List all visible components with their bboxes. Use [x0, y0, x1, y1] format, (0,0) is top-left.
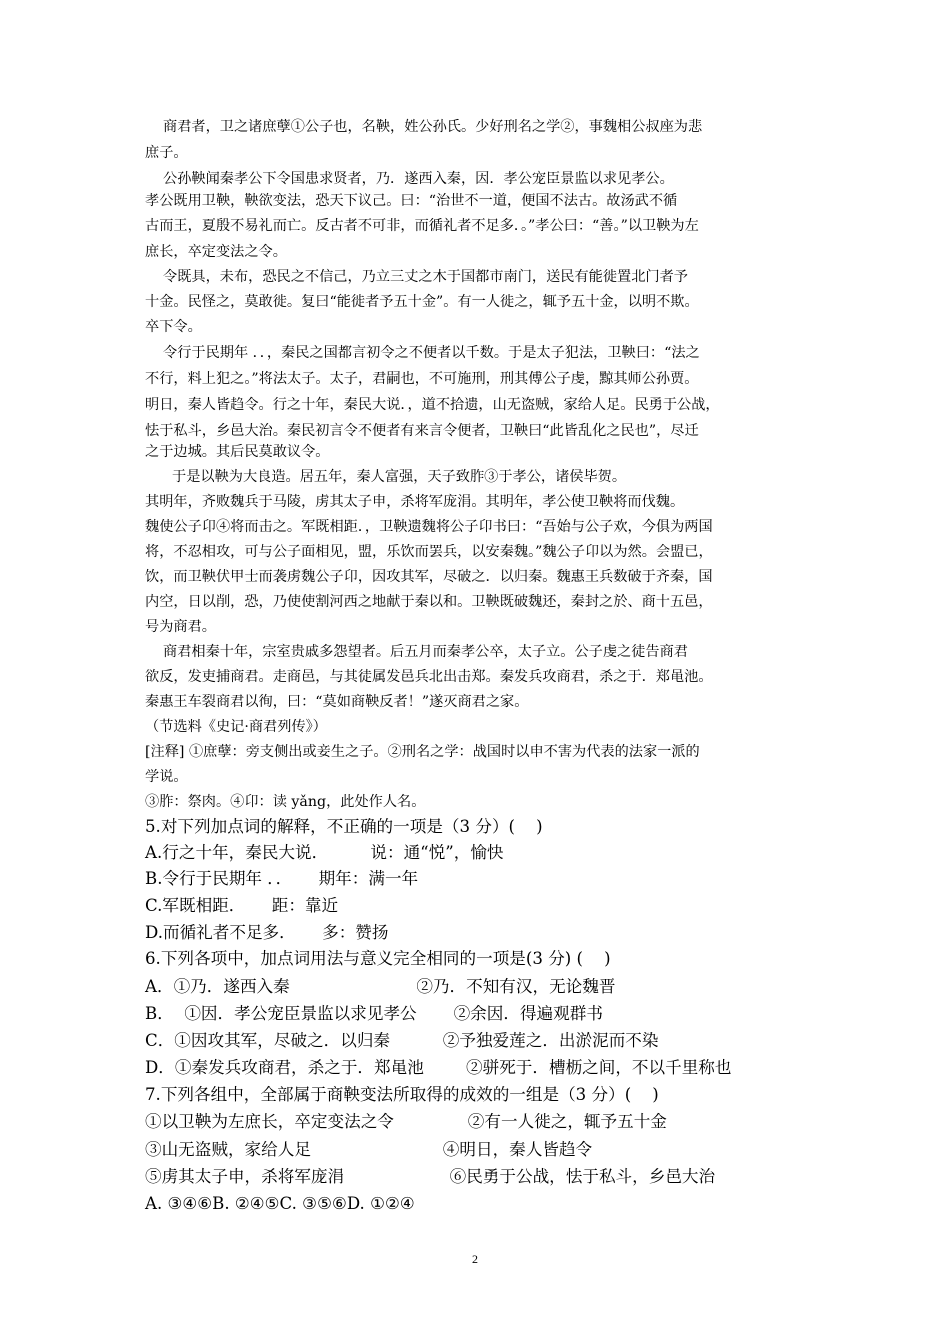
passage-line: 古而王，夏殷不易礼而亡。反古者不可非，而循礼者不足多．。”孝公曰：“善。”以卫鞅为左: [145, 218, 699, 234]
passage-line: 庶长，卒定变法之令。: [145, 244, 287, 260]
question-6-option-d: D．①秦发兵攻商君，杀之于．郑黾池 ②骈死于．槽枥之间，不以千里称也: [145, 1058, 732, 1077]
question-5-option-c: C.军既相距． 距：靠近: [145, 896, 339, 915]
page-number: 2: [472, 1252, 478, 1266]
passage-line: 其明年，齐败魏兵于马陵，虏其太子申，杀将军庞涓。其明年，孝公使卫鞅将而伐魏。: [145, 494, 685, 510]
question-7-item-row: ⑤虏其太子申，杀将军庞涓 ⑥民勇于公战，怯于私斗，乡邑大治: [145, 1167, 716, 1186]
passage-line: 孝公既用卫鞅，鞅欲变法，恐天下议己。曰：“治世不一道，便国不法古。故汤武不循: [145, 193, 678, 209]
passage-line: 不行，料上犯之。”将法太子。太子，君嗣也，不可施刑，刑其傅公子虔，黥其师公孙贾。: [145, 371, 699, 387]
passage-line: 秦惠王车裂商君以徇，曰：“莫如商鞅反者！”遂灭商君之家。: [145, 694, 529, 710]
passage-line: 庶子。: [145, 145, 188, 161]
passage-line: 内空，日以削，恐，乃使使割河西之地献于秦以和。卫鞅既破魏还，秦封之於、商十五邑，: [145, 594, 713, 610]
passage-line: 魏使公子卬④将而击之。军既相距．，卫鞅遗魏将公子卬书曰：“吾始与公子欢，今俱为两国: [145, 519, 713, 535]
passage-line: 卒下令。: [145, 319, 202, 335]
annotation-line: [注释] ①庶孽：旁支侧出或妾生之子。②刑名之学：战国时以申不害为代表的法家一派的: [145, 744, 700, 760]
source-citation: （节选料《史记·商君列传》）: [145, 719, 327, 735]
question-7-choices: A. ③④⑥B. ②④⑤C. ③⑤⑥D. ①②④: [145, 1194, 415, 1213]
passage-line: 号为商君。: [145, 619, 216, 635]
question-6-option-a: A．①乃．遂西入秦 ②乃．不知有汉，无论魏晋: [145, 977, 616, 996]
question-7-item-row: ①以卫鞅为左庶长，卒定变法之令 ②有一人徙之，辄予五十金: [145, 1112, 667, 1131]
question-5-option-a: A.行之十年，秦民大说． 说：通“悦”，愉快: [145, 843, 504, 862]
question-5-stem: 5.对下列加点词的解释，不正确的一项是（3 分）( ): [145, 817, 543, 836]
passage-line: 商君者，卫之诸庶孽①公子也，名鞅，姓公孙氏。少好刑名之学②，事魏相公叔座为悲: [145, 119, 703, 135]
question-5-option-d: D.而循礼者不足多． 多：赞扬: [145, 923, 389, 942]
passage-line: 饮，而卫鞅伏甲士而袭虏魏公子卬，因攻其军，尽破之．以归秦。魏惠王兵数破于齐秦，国: [145, 569, 713, 585]
question-5-option-b: B.令行于民期年 ．． 期年：满一年: [145, 869, 419, 888]
passage-line: 商君相秦十年，宗室贵戚多怨望者。后五月而秦孝公卒，太子立。公子虔之徒告商君: [145, 644, 688, 660]
question-6-stem: 6.下列各项中，加点词用法与意义完全相同的一项是(3 分) ( ): [145, 949, 611, 968]
passage-line: 十金。民怪之，莫敢徙。复曰“能徙者予五十金”。有一人徙之，辄予五十金，以明不欺。: [145, 294, 699, 310]
passage-line: 之于边城。其后民莫敢议令。: [145, 444, 330, 460]
passage-line: 于是以鞅为大良造。居五年，秦人富强，天子致胙③于孝公，诸侯毕贺。: [145, 469, 627, 485]
annotation-line: 学说。: [145, 769, 188, 785]
passage-line: 令既具，未布，恐民之不信己，乃立三丈之木于国都市南门，送民有能徙置北门者予: [145, 269, 688, 285]
passage-line: 欲反，发吏捕商君。走商邑，与其徒属发邑兵北出击郑。秦发兵攻商君，杀之于．郑黾池。: [145, 669, 713, 685]
question-7-stem: 7.下列各组中，全部属于商鞅变法所取得的成效的一组是（3 分）( ): [145, 1085, 659, 1104]
passage-line: 令行于民期年 ．．，秦民之国都言初令之不便者以千数。于是太子犯法，卫鞅曰：“法之: [145, 345, 700, 361]
passage-line: 公孙鞅闻秦孝公下令国患求贤者，乃．遂西入秦，因．孝公宠臣景监以求见孝公。: [145, 171, 674, 187]
question-6-option-b: B． ①因．孝公宠臣景监以求见孝公 ②余因．得遍观群书: [145, 1004, 603, 1023]
passage-line: 怯于私斗，乡邑大治。秦民初言令不便者有来言令便者，卫鞅曰“此皆乱化之民也”，尽迁: [145, 423, 699, 439]
question-6-option-c: C．①因攻其军，尽破之．以归秦 ②予独爱莲之．出淤泥而不染: [145, 1031, 659, 1050]
question-7-item-row: ③山无盗贼，家给人足 ④明日，秦人皆趋令: [145, 1140, 593, 1159]
passage-line: 将，不忍相攻，可与公子面相见，盟，乐饮而罢兵，以安秦魏。”魏公子卬以为然。会盟已，: [145, 544, 713, 560]
passage-line: 明日，秦人皆趋令。行之十年，秦民大说．，道不拾遗，山无盗贼，家给人足。民勇于公战，: [145, 397, 720, 413]
annotation-line: ③胙：祭肉。④卬：读 yǎng，此处作人名。: [145, 794, 426, 810]
